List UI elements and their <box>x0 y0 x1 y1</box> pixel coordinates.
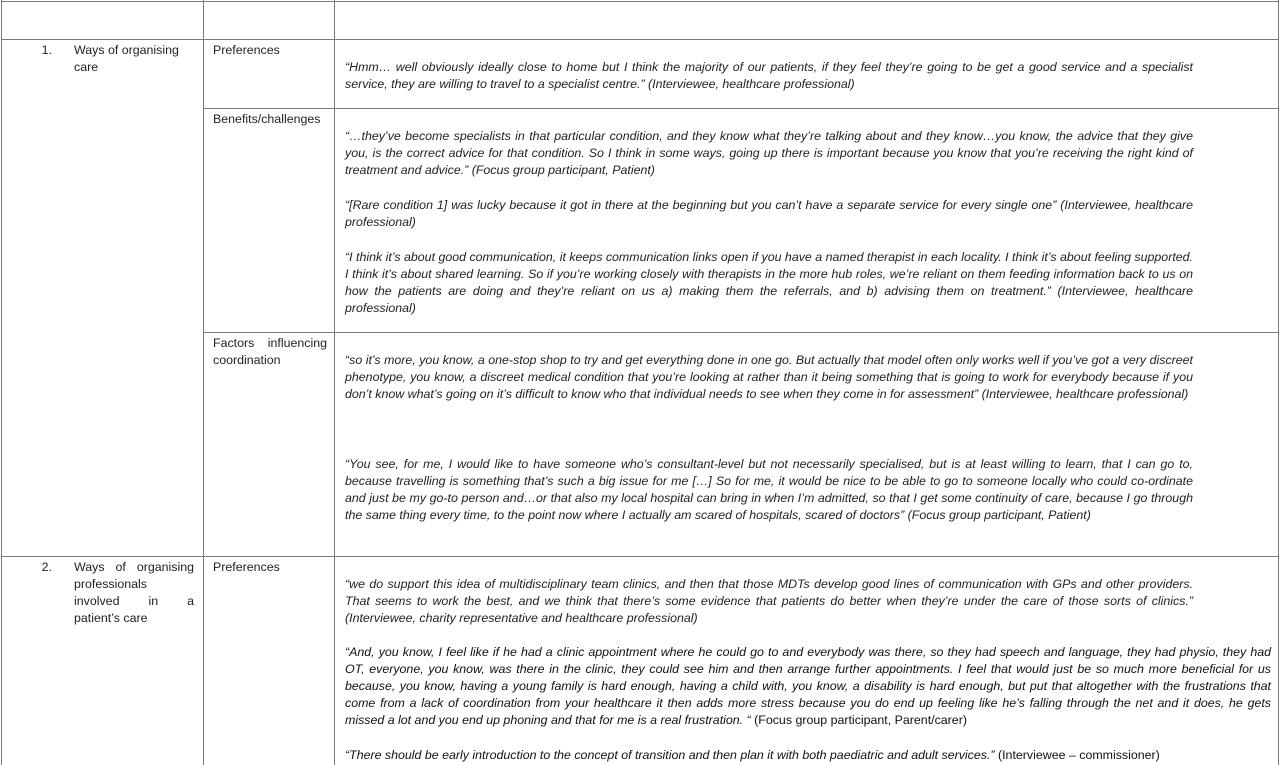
quote-source: (Focus group participant, Parent/carer) <box>754 713 967 727</box>
header-row-bottom <box>1 39 1279 40</box>
theme-label: Ways of organising care <box>74 43 179 74</box>
theme-label: Ways of organising professionals involved in a patient’s care <box>74 560 194 625</box>
quote: “You see, for me, I would like to have someone who’s consultant-level but not necessarily specialised, but is at least willing to learn, that I can go to, because travelling is something that’s such a big issue for me […] So for me, it would be nice to be able to go to someone locally who could co-ordinate and just be my go-to person and…or that also my local hospital can bring in when I’m admitted, so that I get some continuity of care, because I go through the same thing every time, to the point now where I actually am scared of hospitals, scared of doctors” (Focus group participant, Patient) <box>345 457 1193 522</box>
table-divider-subtheme <box>334 0 335 765</box>
subtheme-label: Preferences <box>213 560 280 574</box>
table-border-right <box>1278 0 1279 765</box>
subtheme-label: Benefits/challenges <box>213 112 321 126</box>
quote: “Hmm… well obviously ideally close to home but I think the majority of our patients, if they feel they’re going to be get a good service and a specialist service, they are willing to travel to a specialist centre.” (Interviewee, healthcare professional) <box>345 60 1193 91</box>
table-border-top <box>1 1 1279 2</box>
subtheme-divider <box>203 332 1279 333</box>
quote-text: “There should be early introduction to the concept of transition and then plan it with both paediatric and adult services.” <box>345 748 995 762</box>
table-border-left <box>1 0 2 765</box>
row-number: 1. <box>41 43 52 57</box>
subtheme-label: Preferences <box>213 43 280 57</box>
quote-text: “And, you know, I feel like if he had a clinic appointment where he could go to and everybody was there, so they had speech and language, they had physio, they had OT, everyone, you know, was there in the clinic, they could see him and then arrange further appointments. I feel that would just be so much more beneficial for us because, you know, having a young family is hard enough, having a child with, you know, a disability is hard enough, but put that altogether with the frustrations that come from a lack of coordination from your healthcare it then adds more stress because you do end up feeling like he’s falling through the net and it does, he gets missed a lot and you end up phoning and that for me is a real frustration. “ <box>345 645 1271 727</box>
subtheme-divider <box>203 108 1279 109</box>
quote <box>345 644 1271 729</box>
row-divider <box>1 556 1279 557</box>
quote-source: (Interviewee – commissioner) <box>997 748 1160 762</box>
row-number: 2. <box>41 560 52 574</box>
quote: “…they’ve become specialists in that particular condition, and they know what they’re talking about and they know…you know, the advice that they give you, is the correct advice for that condition. So I think in some ways, going up there is important because you know that you’re receiving the right kind of treatment and advice.” (Focus group participant, Patient) <box>345 129 1193 177</box>
quote <box>345 747 1271 764</box>
quote: “so it’s more, you know, a one-stop shop to try and get everything done in one go. But actually that model often only works well if you’ve got a very discreet phenotype, you know, a discreet medical condition that you’re looking at rather than it being something that is going to work for everybody because if you don’t know what’s going on it’s difficult to know who that individual needs to see when they come in for assessment” (Interviewee, healthcare professional) <box>345 353 1193 401</box>
subtheme-label: Factors influencing coordination <box>213 336 327 367</box>
quote: “I think it’s about good communication, it keeps communication links open if you have a named therapist in each locality. I think it’s about feeling supported. I think it’s about shared learning. So if you’re working closely with therapists in the more hub roles, we’re reliant on them feeding information back to us on how the patients are doing and they’re reliant on us a) making them the referrals, and b) advising them on treatment.” (Interviewee, healthcare professional) <box>345 250 1193 315</box>
table-divider-theme <box>203 0 204 765</box>
quote: “[Rare condition 1] was lucky because it got in there at the beginning but you can’t have a separate service for every single one” (Interviewee, healthcare professional) <box>345 198 1193 229</box>
quote: “we do support this idea of multidisciplinary team clinics, and then that those MDTs develop good lines of communication with GPs and other providers. That seems to work the best, and we think that there’s some evidence that patients do better when they’re under the care of those sorts of clinics.” (Interviewee, charity representative and healthcare professional) <box>345 577 1193 625</box>
